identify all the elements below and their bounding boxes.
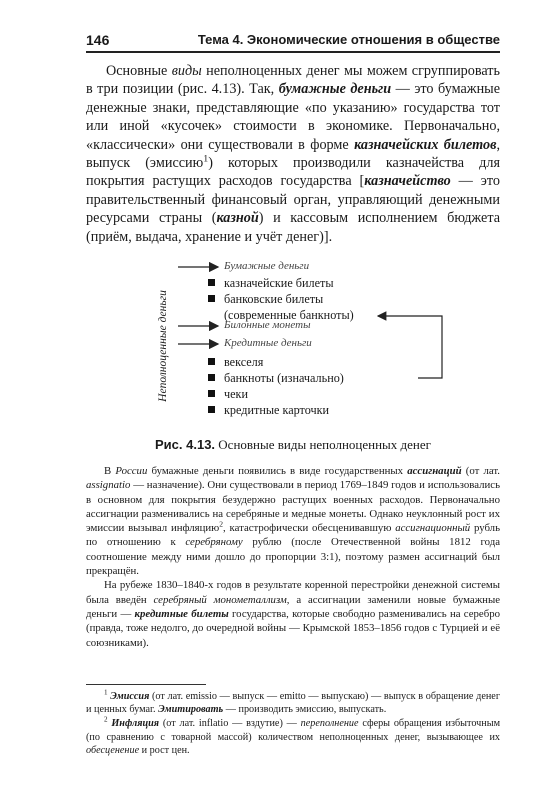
figure-caption <box>86 437 500 453</box>
item-banknotes-originally: банкноты (изначально) <box>208 371 344 386</box>
diagram-vertical-label: Неполноценные деньги <box>157 290 169 402</box>
bullet-icon <box>208 358 215 365</box>
footnote-1: $^1$ Эмиссия (от лат. emissio — выпуск — emitto — выпускаю) — выпуск в обращение денег и ценных бумаг. Эмитировать — производить эмиссию, выпускать. <box>86 688 500 716</box>
intro-paragraph: Основные виды неполноценных денег мы можем сгруппировать в три позиции (рис. 4.13). Так, бумажные деньги — это бумажные денежные знаки, представляющие «по указанию» государства тот или иной «кусочек» стоимости в экономике. Первоначально, «классически» они существовали в форме казначейских билетов, выпуск (эмиссию$^1$) которых производили казначейства для покрытия растущих расходов государства [казначейство — это правительственный финансовый орган, управляющий денежными ресурсами страны (казной) и кассовым исполнением бюджета (приём, выдача, хранение и учёт денег)]. <box>86 63 501 245</box>
category-paper-money: Бумажные деньги <box>224 260 310 272</box>
item-modern-banknotes: (современные банкноты) <box>224 308 354 322</box>
page-number: 146 <box>86 32 110 48</box>
bullet-icon <box>208 295 215 302</box>
running-title: Тема 4. Экономические отношения в обществе <box>197 32 500 47</box>
item-bank-notes: банковские билеты <box>208 292 323 307</box>
figure-caption-text: Основные виды неполноценных денег <box>215 437 431 452</box>
footnotes <box>86 690 500 758</box>
figure-label: Рис. 4.13. <box>155 437 216 452</box>
bullet-icon <box>208 374 215 381</box>
item-bills: векселя <box>208 355 263 370</box>
bullet-icon <box>208 390 215 397</box>
history-box: В России бумажные деньги появились в виде государственных ассигнаций (от лат. assignatio — назначение). Они существовали в период 1769–1849 годов и использовались в основном для покрытия безудержно растущих военных расходов. Первоначально ассигнации разменивались на серебряные и медные монеты. Однако неуклонный рост их эмиссии вызывал инфляцию$^2$, катастрофически обесценивавшую ассигнационный рубль по отношению к серебряному рублю (после Отечественной войны 1812 года соотношение между ними дошло до пропорции 3:1), поэтому размен ассигнаций был прекращён. На рубеже 1830–1840-х годов в результате коренной перестройки денежной системы была введён серебряный монометаллизм, а ассигнации заменили новые бумажные деньги — кредитные билеты государства, которые свободно разменивались на серебро (правда, тоже недолго, до очередной войны — Крымской 1853–1856 годов с Турцией и её союзниками). <box>86 465 501 649</box>
footnote-2: $^2$ Инфляция (от лат. inflatio — вздутие) — переполнение сферы обращения избыточным (по сравнению с товарной массой) количеством неполноценных денег, вызывающее их обесценение и рост цен. <box>86 716 501 756</box>
footnote-rule <box>86 684 206 685</box>
arrow-banknotes-link <box>378 316 442 378</box>
item-treasury-notes: казначейские билеты <box>208 276 334 291</box>
bullet-icon <box>208 406 215 413</box>
category-credit-money: Кредитные деньги <box>224 337 312 349</box>
header-rule <box>86 51 500 53</box>
category-coins: Билонные монеты <box>224 319 311 331</box>
bullet-icon <box>208 279 215 286</box>
item-credit-cards: кредитные карточки <box>208 403 329 418</box>
page-header <box>86 32 500 52</box>
money-types-diagram <box>157 258 460 433</box>
item-cheques: чеки <box>208 387 248 402</box>
